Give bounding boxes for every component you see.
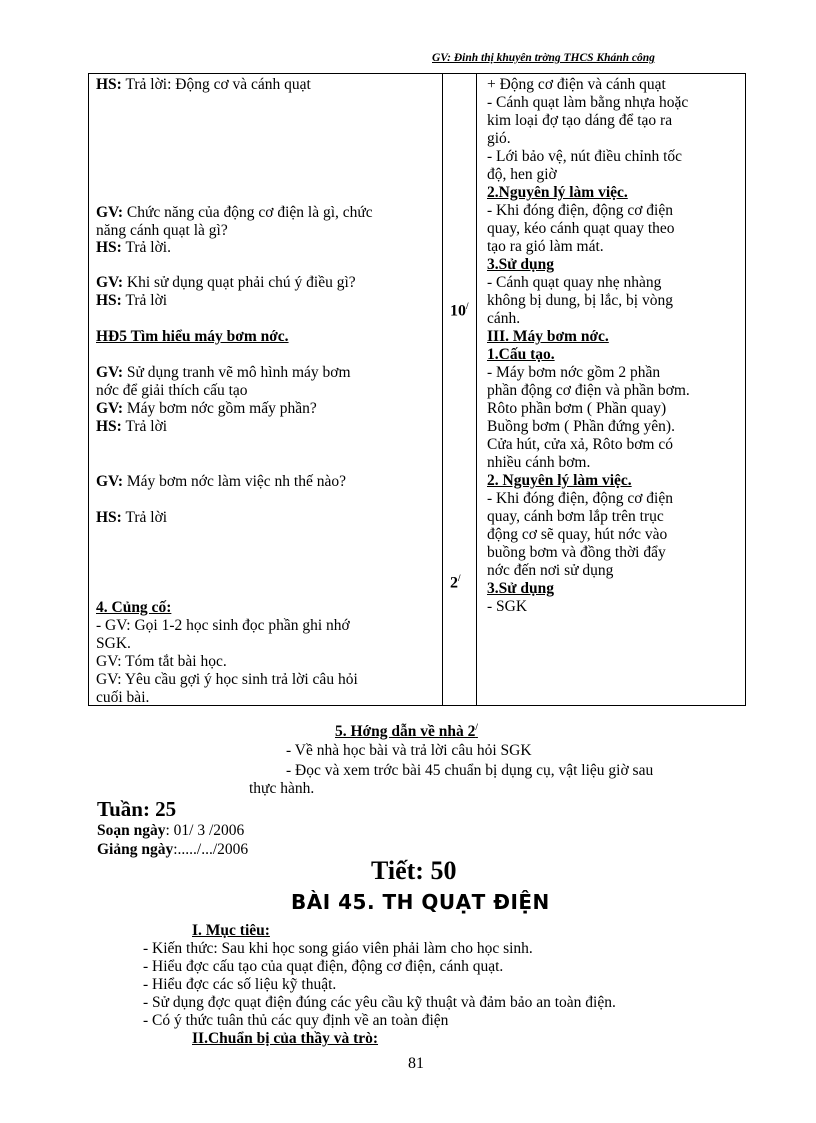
table-line: GV: Khi sử dụng quạt phải chú ý điều gì? [96, 274, 356, 291]
table-line: buồng bơm và đồng thời đẩy [487, 544, 666, 561]
table-line: - Cánh quạt làm bằng nhựa hoặc [487, 94, 689, 111]
week-label: Tuần: 25 [97, 797, 177, 821]
table-line: - GV: Gọi 1-2 học sinh đọc phần ghi nhớ [96, 617, 350, 634]
table-line: quay, kéo cánh quạt quay theo [487, 220, 675, 237]
section-heading: HĐ5 Tìm hiểu máy bơm nớc. [96, 328, 289, 345]
table-line: - Khi đóng điện, động cơ điện [487, 202, 673, 219]
table-line: năng cánh quạt là gì? [96, 222, 228, 239]
table-line: độ, hen giờ [487, 166, 557, 183]
homework-line: - Về nhà học bài và trả lời câu hỏi SGK [286, 742, 532, 759]
section-heading: 3.Sử dụng [487, 580, 555, 597]
objective-item: - Kiến thức: Sau khi học song giáo viên phải làm cho học sinh. [143, 940, 533, 957]
objective-item: - Sử dụng đợc quạt điện đúng các yêu cầu kỹ thuật và đảm bảo an toàn điện. [143, 994, 616, 1011]
time-column [442, 74, 477, 705]
table-line: cánh. [487, 310, 521, 327]
teach-date: Giảng ngày:...../.../2006 [97, 841, 249, 858]
table-line: HS: Trả lời [96, 509, 168, 526]
homework-title: 5. Hớng dẫn về nhà 2/ [335, 722, 478, 741]
activity-column [89, 74, 443, 705]
table-line: phần động cơ điện và phần bơm. [487, 382, 690, 399]
time-label: 2/ [450, 573, 461, 592]
table-line: GV: Chức năng của động cơ điện là gì, chức [96, 204, 373, 221]
section-heading: 1.Cấu tạo. [487, 346, 555, 363]
objective-item: - Hiểu đợc các số liệu kỹ thuật. [143, 976, 337, 993]
preparation-heading: II.Chuẩn bị của thầy và trò: [192, 1030, 379, 1047]
table-line: - Lới bảo vệ, nút điều chỉnh tốc [487, 148, 683, 165]
table-line: Rôto phần bơm ( Phần quay) [487, 400, 667, 417]
table-line: cuối bài. [96, 689, 150, 706]
table-line: GV: Sử dụng tranh vẽ mô hình máy bơm [96, 364, 351, 381]
table-line: gió. [487, 130, 511, 147]
table-line: - Khi đóng điện, động cơ điện [487, 490, 673, 507]
table-line: nhiều cánh bơm. [487, 454, 591, 471]
section-heading: 4. Củng cố: [96, 599, 172, 616]
table-line: HS: Trả lời [96, 292, 168, 309]
table-line: tạo ra gió làm mát. [487, 238, 604, 255]
table-line: quay, cánh bơm lắp trên trục [487, 508, 664, 525]
lesson-number: Tiết: 50 [371, 856, 457, 885]
homework-line: - Đọc và xem trớc bài 45 chuẩn bị dụng cụ, vật liệu giờ sau [286, 762, 654, 779]
homework-line: thực hành. [249, 780, 315, 797]
table-line: HS: Trả lời [96, 418, 168, 435]
table-line: kim loại đợ tạo dáng để tạo ra [487, 112, 673, 129]
table-line: Cửa hút, cửa xả, Rôto bơm có [487, 436, 673, 453]
section-heading: 2. Nguyên lý làm việc. [487, 472, 632, 489]
lesson-title: BÀI 45. TH QUẠT ĐIỆN [291, 890, 550, 914]
content-column [477, 74, 745, 705]
table-line: GV: Tóm tắt bài học. [96, 653, 227, 670]
objective-item: - Hiểu đợc cấu tạo của quạt điện, động cơ điện, cánh quạt. [143, 958, 504, 975]
lesson-table [88, 73, 746, 706]
table-line: SGK. [96, 635, 131, 652]
section-heading: 2.Nguyên lý làm việc. [487, 184, 628, 201]
table-line: - SGK [487, 598, 528, 615]
section-heading: 3.Sử dụng [487, 256, 555, 273]
page-header: GV: Đinh thị khuyên trờng THCS Khánh công [432, 52, 655, 64]
table-line: HS: Trả lời: Động cơ và cánh quạt [96, 76, 311, 93]
table-line: - Cánh quạt quay nhẹ nhàng [487, 274, 662, 291]
table-line: Buồng bơm ( Phần đứng yên). [487, 418, 675, 435]
table-line: GV: Máy bơm nớc gồm mấy phần? [96, 400, 317, 417]
table-line: + Động cơ điện và cánh quạt [487, 76, 666, 93]
table-line: nớc để giải thích cấu tạo [96, 382, 248, 399]
table-line: - Máy bơm nớc gồm 2 phần [487, 364, 661, 381]
table-line: GV: Yêu cầu gợi ý học sinh trả lời câu hỏi [96, 671, 358, 688]
table-line: nớc đến nơi sử dụng [487, 562, 614, 579]
table-line: HS: Trả lời. [96, 239, 171, 256]
time-label: 10/ [450, 301, 469, 320]
section-heading: III. Máy bơm nớc. [487, 328, 609, 345]
objective-item: - Có ý thức tuân thủ các quy định về an toàn điện [143, 1012, 449, 1029]
table-line: không bị dung, bị lắc, bị vòng [487, 292, 673, 309]
table-line: động cơ sẽ quay, hút nớc vào [487, 526, 668, 543]
prep-date: Soạn ngày: 01/ 3 /2006 [97, 822, 245, 839]
table-line: GV: Máy bơm nớc làm việc nh thế nào? [96, 473, 346, 490]
page-number: 81 [408, 1055, 424, 1072]
objectives-heading: I. Mục tiêu: [192, 922, 270, 939]
